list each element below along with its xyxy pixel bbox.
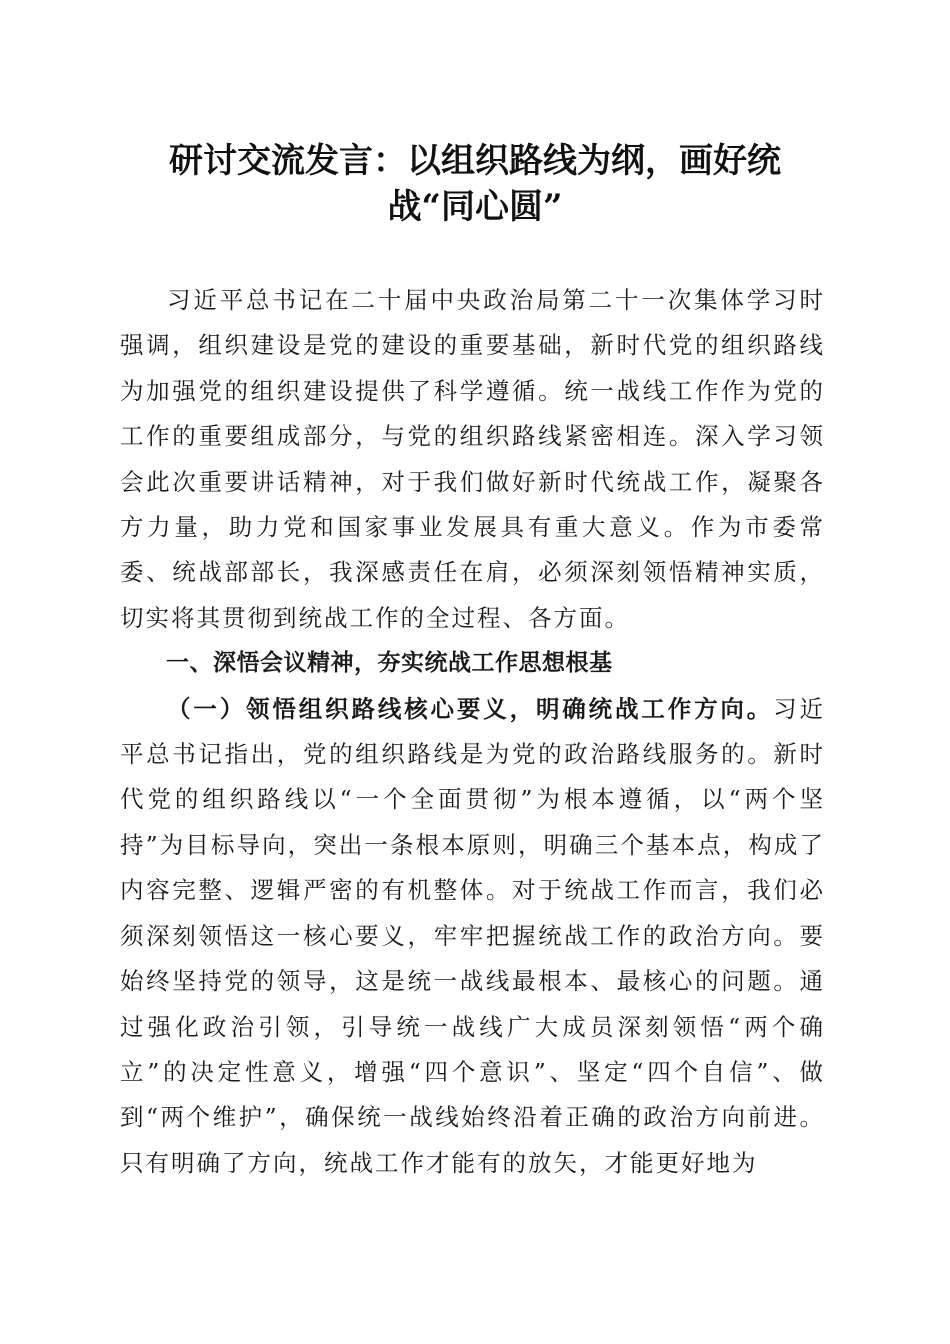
intro-paragraph: 习近平总书记在二十届中央政治局第二十一次集体学习时强调，组织建设是党的建设的重要基础，新时代党的组织路线为加强党的组织建设提供了科学遵循。统一战线工作作为党的工作的重要组成部分，与党的组织路线紧密相连。深入学习领会此次重要讲话精神，对于我们做好新时代统战工作，凝聚各方力量，助力党和国家事业发展具有重大意义。作为市委常委、统战部部长，我深感责任在肩，必须深刻领悟精神实质，切实将其贯彻到统战工作的全过程、各方面。 <box>120 286 825 632</box>
title-line-1: 研讨交流发言：以组织路线为纲，画好统 <box>169 141 781 181</box>
title-line-2: 战“同心圆” <box>387 187 563 227</box>
document-title <box>120 138 830 230</box>
subsection-body-1-1: 习近平总书记指出，党的组织路线是为党的政治路线服务的。新时代党的组织路线以“一个全面贯彻”为根本遵循，以“两个坚持”为目标导向，突出一条根本原则，明确三个基本点，构成了内容完整、逻辑严密的有机整体。对于统战工作而言，我们必须深刻领悟这一核心要义，牢牢把握统战工作的政治方向。要始终坚持党的领导，这是统一战线最根本、最核心的问题。通过强化政治引领，引导统一战线广大成员深刻领悟“两个确立”的决定性意义，增强“四个意识”、坚定“四个自信”、做到“两个维护”，确保统一战线始终沿着正确的政治方向前进。只有明确了方向，统战工作才能有的放矢，才能更好地为 <box>120 694 826 1177</box>
section-1-1-paragraph <box>120 687 825 1186</box>
subsection-heading-1-1: （一）领悟组织路线核心要义，明确统战工作方向。 <box>167 694 774 723</box>
section-heading-1: 一、深悟会议精神，夯实统战工作思想根基 <box>166 650 613 677</box>
document-body <box>120 278 825 1186</box>
